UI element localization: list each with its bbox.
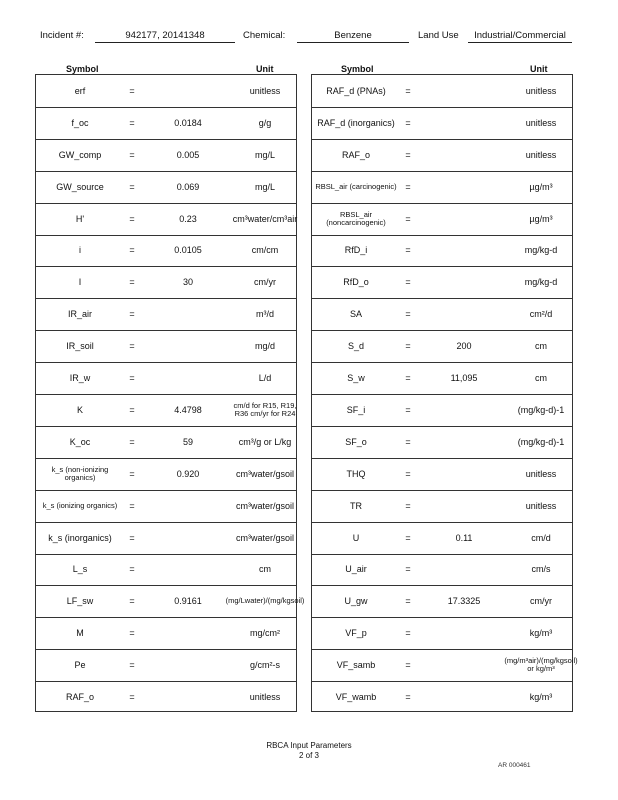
symbol-cell: U [352,532,360,543]
equals-cell: = [129,85,135,96]
unit-cell: cm [535,373,547,384]
equals-cell: = [129,404,135,415]
table-row [36,107,296,139]
table-row [36,522,296,554]
symbol-cell: RBSL_air (noncarcinogenic) [326,209,386,227]
page-number: 2 of 3 [298,751,319,760]
unit-cell: cm³/g or L/kg [238,436,292,447]
incident-value: 942177, 20141348 [95,30,235,43]
symbol-cell: IR_soil [66,341,94,352]
equals-cell: = [405,628,411,639]
table-row [36,585,305,617]
unit-cell: mg/d [254,341,275,352]
symbol-cell: RAF_d (inorganics) [317,117,395,128]
value-cell [418,649,510,681]
symbol-cell: THQ [346,468,366,479]
left-parameter-table [35,74,305,712]
unit-cell: µg/m³ [529,213,553,224]
table-row [312,522,572,554]
equals-cell: = [129,468,135,479]
unit-cell: cm/s [531,564,551,575]
value-cell [418,235,510,267]
table-row [36,203,296,235]
unit-cell: cm³water/gsoil [235,500,294,511]
symbol-cell: K [76,404,83,415]
unit-cell: unitless [525,85,557,96]
value-cell [142,554,234,586]
value-cell [142,362,234,394]
unit-cell: cm [535,341,547,352]
unit-cell: cm/cm [251,245,279,256]
unit-cell: unitless [525,468,557,479]
value-cell [142,649,234,681]
table-row [36,75,296,107]
header [0,30,618,46]
table-row [312,490,572,522]
table-row [312,554,572,586]
equals-cell: = [405,213,411,224]
symbol-cell: VF_samb [336,660,376,671]
value-cell [142,330,234,362]
unit-cell: m³/d [256,309,274,320]
unit-cell: unitless [525,117,557,128]
equals-cell: = [405,277,411,288]
equals-cell: = [405,692,411,703]
table-row [36,617,296,649]
equals-cell: = [405,85,411,96]
unit-cell: kg/m³ [529,628,553,639]
table-row [36,458,296,490]
land-use-label: Land Use [418,30,459,41]
table-row [312,649,578,681]
value-cell: 0.005 [176,149,200,160]
symbol-cell: erf [74,85,86,96]
value-cell [418,298,510,330]
equals-cell: = [405,373,411,384]
symbol-cell: RAF_o [341,149,370,160]
table-row [312,617,572,649]
value-cell: 200 [456,341,472,352]
value-cell: 0.920 [176,468,200,479]
table-row [312,362,572,394]
symbol-cell: SA [349,309,362,320]
value-cell [418,139,510,171]
equals-cell: = [129,500,135,511]
equals-cell: = [129,277,135,288]
equals-cell: = [405,500,411,511]
symbol-cell: RfD_i [344,245,368,256]
footer-title: RBCA Input Parameters [266,741,352,750]
symbol-cell: VF_p [345,628,367,639]
equals-cell: = [405,532,411,543]
unit-cell: mg/L [254,181,275,192]
symbol-cell: SF_i [346,404,366,415]
value-cell: 4.4798 [174,404,202,415]
equals-cell: = [405,404,411,415]
symbol-cell: TR [350,500,362,511]
table-row [36,362,296,394]
unit-cell: mg/cm² [250,628,280,639]
equals-cell: = [405,309,411,320]
value-cell [142,490,234,522]
right-parameter-table [311,74,578,712]
value-cell [418,617,510,649]
symbol-cell: VF_wamb [335,692,377,703]
right-unit-heading: Unit [530,64,548,74]
table-row [312,458,572,490]
unit-cell: (mg/m³air)/(mg/kgsoil) or kg/m³ [504,656,578,674]
unit-cell: cm³water/gsoil [235,468,294,479]
equals-cell: = [405,660,411,671]
symbol-cell: RAF_d (PNAs) [326,85,386,96]
symbol-cell: i [79,245,81,256]
value-cell: 0.11 [455,532,473,543]
right-symbol-heading: Symbol [341,64,374,74]
unit-cell: (mg/Lwater)/(mg/kgsoil) [225,596,305,606]
equals-cell: = [129,660,135,671]
table-row [36,171,296,203]
land-use-value: Industrial/Commercial [468,30,572,43]
table-row [312,171,572,203]
value-cell [142,681,234,713]
symbol-cell: K_oc [69,436,91,447]
value-cell [418,107,510,139]
equals-cell: = [129,117,135,128]
incident-label: Incident #: [40,30,84,41]
unit-cell: (mg/kg-d)-1 [517,404,565,415]
table-row [312,203,572,235]
table-row [36,394,296,426]
equals-cell: = [129,149,135,160]
unit-cell: cm³water/gsoil [235,532,294,543]
equals-cell: = [129,213,135,224]
bates-stamp: AR 000461 [498,762,531,769]
symbol-cell: RAF_o [65,692,94,703]
equals-cell: = [129,181,135,192]
symbol-cell: IR_air [67,309,92,320]
equals-cell: = [129,341,135,352]
table-row [36,298,296,330]
unit-cell: g/cm²-s [250,660,280,671]
equals-cell: = [129,596,135,607]
symbol-cell: S_d [347,341,364,352]
table-row [36,266,296,298]
table-row [312,139,572,171]
equals-cell: = [129,245,135,256]
chemical-label: Chemical: [243,30,286,41]
symbol-cell: U_gw [344,596,368,607]
equals-cell: = [129,532,135,543]
symbol-cell: k_s (non-ionizing organics) [51,464,109,482]
unit-cell: (mg/kg-d)-1 [517,436,565,447]
equals-cell: = [129,373,135,384]
unit-cell: cm/d for R15, R19, R36 cm/yr for R24 [233,400,297,418]
equals-cell: = [405,341,411,352]
value-cell: 0.23 [179,213,197,224]
table-row [312,681,572,713]
value-cell: 17.3325 [447,596,481,607]
unit-cell: kg/m³ [529,692,553,703]
table-row [312,266,572,298]
table-row [36,681,296,713]
symbol-cell: I [78,277,82,288]
value-cell [418,394,510,426]
unit-cell: L/d [258,373,272,384]
table-row [36,649,296,681]
table-row [312,394,572,426]
symbol-cell: U_air [345,564,367,575]
symbol-cell: RfD_o [343,277,369,288]
table-row [36,330,296,362]
footer [0,741,618,761]
unit-cell: unitless [525,500,557,511]
equals-cell: = [405,564,411,575]
symbol-cell: GW_comp [58,149,102,160]
value-cell [142,617,234,649]
unit-cell: unitless [249,85,281,96]
unit-cell: unitless [249,692,281,703]
value-cell: 59 [182,436,193,447]
unit-cell: cm²/d [529,309,553,320]
table-row [312,298,572,330]
unit-cell: mg/kg-d [524,277,558,288]
value-cell [418,171,510,203]
table-row [36,426,296,458]
value-cell: 30 [182,277,193,288]
equals-cell: = [405,181,411,192]
value-cell: 0.0184 [174,117,202,128]
table-row [36,139,296,171]
equals-cell: = [405,117,411,128]
equals-cell: = [129,309,135,320]
unit-cell: mg/L [254,149,275,160]
value-cell [418,458,510,490]
symbol-cell: M [76,628,84,639]
equals-cell: = [129,628,135,639]
equals-cell: = [129,564,135,575]
value-cell [418,426,510,458]
value-cell: 0.9161 [174,596,202,607]
value-cell [418,203,510,235]
symbol-cell: SF_o [345,436,367,447]
unit-cell: cm/yr [530,596,552,607]
symbol-cell: k_s (inorganics) [48,532,112,543]
table-row [312,426,572,458]
table-row [312,235,572,267]
symbol-cell: GW_source [56,181,104,192]
equals-cell: = [129,436,135,447]
symbol-cell: IR_w [69,373,91,384]
table-row [312,330,572,362]
unit-cell: µg/m³ [529,181,553,192]
unit-cell: cm/d [531,532,551,543]
table-row [36,490,296,522]
left-symbol-heading: Symbol [66,64,99,74]
symbol-cell: H' [75,213,85,224]
table-row [36,554,296,586]
symbol-cell: S_w [347,373,365,384]
value-cell: 0.069 [176,181,200,192]
unit-cell: cm³water/cm³air [232,213,298,224]
table-row [36,235,296,267]
value-cell [142,298,234,330]
symbol-cell: f_oc [71,117,89,128]
equals-cell: = [129,692,135,703]
symbol-cell: Pe [74,660,86,671]
equals-cell: = [405,596,411,607]
symbol-cell: L_s [72,564,88,575]
value-cell: 11,095 [450,373,478,384]
value-cell [418,554,510,586]
left-unit-heading: Unit [256,64,274,74]
symbol-cell: RBSL_air (carcinogenic) [315,181,397,191]
value-cell [142,75,234,107]
table-row [312,585,572,617]
value-cell [142,522,234,554]
chemical-value: Benzene [297,30,409,43]
value-cell [418,266,510,298]
symbol-cell: k_s (ionizing organics) [42,500,118,510]
symbol-cell: LF_sw [66,596,94,607]
table-row [312,75,572,107]
value-cell: 0.0105 [174,245,202,256]
equals-cell: = [405,436,411,447]
unit-cell: g/g [258,117,272,128]
unit-cell: mg/kg-d [524,245,558,256]
unit-cell: unitless [525,149,557,160]
unit-cell: cm [259,564,271,575]
equals-cell: = [405,468,411,479]
equals-cell: = [405,245,411,256]
value-cell [418,75,510,107]
equals-cell: = [405,149,411,160]
table-row [312,107,572,139]
value-cell [418,490,510,522]
value-cell [418,681,510,713]
unit-cell: cm/yr [254,277,276,288]
